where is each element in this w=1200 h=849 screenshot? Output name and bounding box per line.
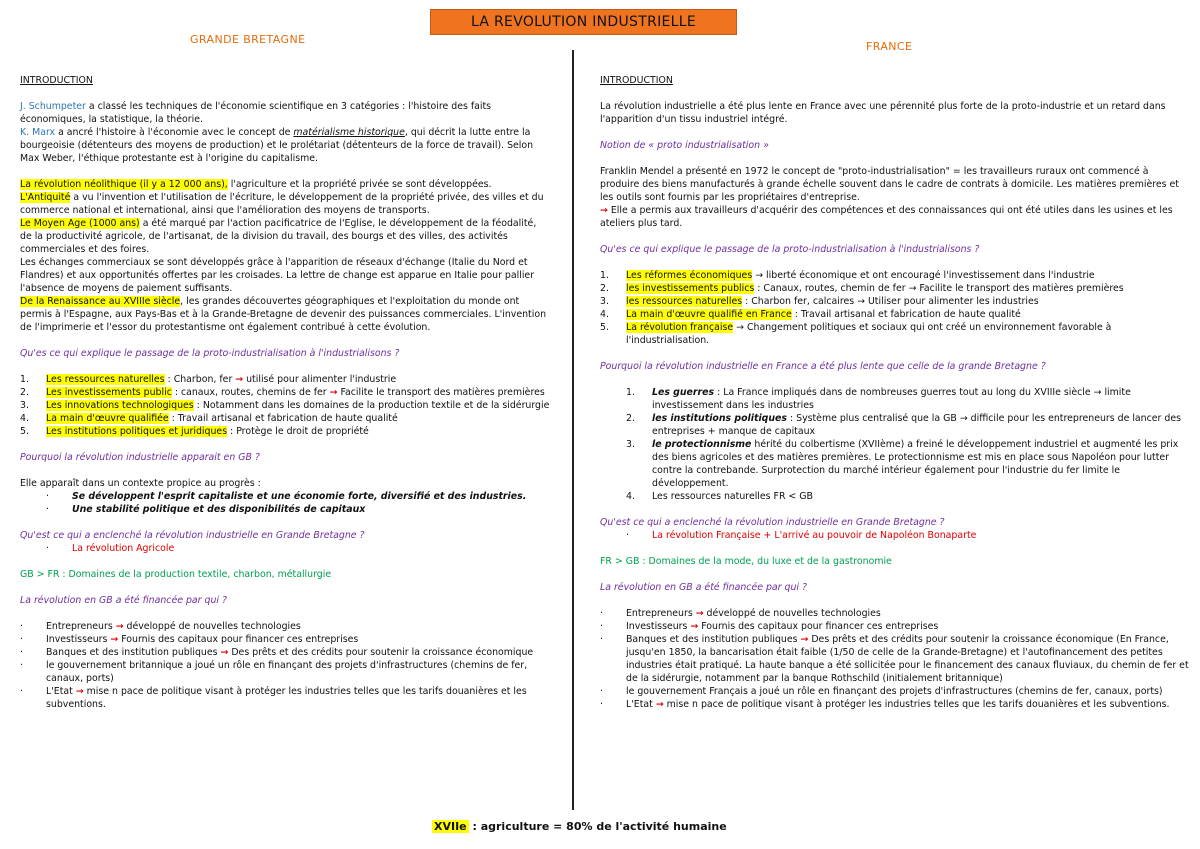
left-echanges: Les échanges commerciaux se sont développés grâce à l'apparition de réseaux d'échange (Italie du Nord et Flandres) et aux opportunités offertes par les croisades. La lettre de change est apparue en Italie pour pallier l'absence de moyens de paiement suffisants. bbox=[20, 257, 535, 294]
right-mendel: Franklin Mendel a présenté en 1972 le concept de "proto-industrialisation" = les travailleurs ruraux ont commencé à produire des biens manufacturés à grande échelle souvent dans le cadre de contrats à domicile. Les matières premières et les outils sont fournis par les propriétaires d'entreprise. bbox=[600, 166, 1179, 203]
list-item: 4. Les ressources naturelles FR < GB bbox=[626, 491, 813, 502]
right-enclenche-list bbox=[600, 529, 1190, 542]
right-intro-title: INTRODUCTION bbox=[600, 75, 673, 86]
footer-note: XVIIe : agriculture = 80% de l'activité humaine bbox=[434, 820, 727, 833]
left-antiquite: L'Antiquité a vu l'invention et l'utilisation de l'écriture, le développement de la propriété privée, des villes et du commerce national et international, ainsi que l'amélioration des moyens de transports. bbox=[20, 192, 544, 216]
list-item: · Banques et des institution publiques → Des prêts et des crédits pour soutenir la croissance économique (En France, jusqu'en 1850, la bancarisation était faible (1/50 de celle de la Grande-Bretagne) et l'autofinancement des petites industries était pratiqué. La haute banque a été sollicitée pour le financement des canaux fluviaux, du chemin de fer et de la sidérurgie, notamment par la banque Rothschild (initialement britannique) bbox=[600, 634, 1189, 684]
left-moyen-age: Le Moyen Age (1000 ans) a été marqué par l'action pacificatrice de l'Eglise, le développement de la féodalité, de la productivité agricole, de l'artisanat, de la division du travail, des bourgs et des villes, des activités commerciales et des foires. bbox=[20, 218, 537, 255]
list-item: 5. La révolution française → Changement politiques et sociaux qui ont créé un environnement favorable à l'industrialisation. bbox=[600, 322, 1112, 346]
column-divider bbox=[572, 50, 574, 810]
list-item: · Une stabilité politique et des disponibilités de capitaux bbox=[46, 504, 366, 515]
list-item: · Investisseurs → Fournis des capitaux pour financer ces entreprises bbox=[20, 634, 359, 645]
left-enclenche-list bbox=[20, 542, 550, 555]
left-question-financement: La révolution en GB a été financée par qui ? bbox=[20, 595, 227, 606]
list-item: 2. les institutions politiques : Système plus centralisé que la GB → difficile pour les entrepreneurs de lancer des entreprises + manque de capitaux bbox=[626, 413, 1181, 437]
list-item: · La révolution Française + L'arrivé au pouvoir de Napoléon Bonaparte bbox=[626, 530, 977, 541]
list-item: · le gouvernement Français a joué un rôle en finançant des projets d'infrastructures (chemins de fer, canaux, ports) bbox=[600, 686, 1163, 697]
list-item: · L'Etat → mise n pace de politique visant à protéger les industries telles que les tarifs douanières et les subventions. bbox=[20, 686, 527, 710]
left-question-pourquoi-gb: Pourquoi la révolution industrielle apparait en GB ? bbox=[20, 452, 260, 463]
left-finance-list bbox=[20, 620, 550, 711]
left-marx-paragraph: K. Marx a ancré l'histoire à l'économie avec le concept de matérialisme historique, qui décrit la lutte entre la bourgeoisie (détenteurs des moyens de production) et le prolétariat (détenteurs de la force de travail). Selon Max Weber, l'éthique protestante est à l'origine du capitalisme. bbox=[20, 127, 534, 164]
right-domaines: FR > GB : Domaines de la mode, du luxe et de la gastronomie bbox=[600, 556, 892, 567]
list-item: · Entrepreneurs → développé de nouvelles technologies bbox=[600, 608, 881, 619]
right-notion: Notion de « proto industrialisation » bbox=[600, 140, 769, 151]
right-question-passage: Qu'es ce qui explique le passage de la proto-industrialisation à l'industrialisons ? bbox=[600, 244, 980, 255]
list-item: 5. Les institutions politiques et juridiques : Protège le droit de propriété bbox=[20, 426, 369, 437]
list-item: 4. La main d'œuvre qualifié en France : Travail artisanal et fabrication de haute qualité bbox=[600, 309, 1021, 320]
left-list-passage bbox=[20, 373, 550, 438]
left-context-list bbox=[20, 490, 550, 516]
list-item: · Entrepreneurs → développé de nouvelles technologies bbox=[20, 621, 301, 632]
right-question-lente: Pourquoi la révolution industrielle en France a été plus lente que celle de la grande Bretagne ? bbox=[600, 361, 1046, 372]
list-item: 1. Les réformes économiques → liberté économique et ont encouragé l'investissement dans l'industrie bbox=[600, 270, 1095, 281]
list-item: · La révolution Agricole bbox=[46, 543, 175, 554]
right-list-lente bbox=[600, 386, 1190, 503]
left-domaines: GB > FR : Domaines de la production textile, charbon, métallurgie bbox=[20, 569, 332, 580]
list-item: · le gouvernement britannique a joué un rôle en finançant des projets d'infrastructures (chemins de fer, canaux, ports) bbox=[20, 660, 528, 684]
list-item: · Banques et des institution publiques → Des prêts et des crédits pour soutenir la croissance économique bbox=[20, 647, 534, 658]
list-item: · Se développent l'esprit capitaliste et une économie forte, diversifié et des industries. bbox=[46, 491, 527, 502]
list-item: 4. La main d'œuvre qualifiée : Travail artisanal et fabrication de haute qualité bbox=[20, 413, 398, 424]
left-schumpeter-paragraph: J. Schumpeter a classé les techniques de l'économie scientifique en 3 catégories : l'histoire des faits économiques, la statistique, la théorie. bbox=[20, 101, 492, 125]
right-question-financement: La révolution en GB a été financée par qui ? bbox=[600, 582, 807, 593]
left-contexte: Elle apparaît dans un contexte propice au progrès : bbox=[20, 478, 261, 489]
list-item: 3. Les innovations technologiques : Notamment dans les domaines de la production textile et de la sidérurgie bbox=[20, 400, 550, 411]
list-item: 1. Les guerres : La France impliqués dans de nombreuses guerres tout au long du XVIIIe siècle → limite investissement dans les industries bbox=[626, 387, 1131, 411]
right-intro-text: La révolution industrielle a été plus lente en France avec une pérennité plus forte de la proto-industrie et un retard dans l'apparition d'un tissu industriel intégré. bbox=[600, 101, 1166, 125]
list-item: 1. Les ressources naturelles : Charbon, fer → utilisé pour alimenter l'industrie bbox=[20, 374, 397, 385]
left-neolithique: La révolution néolithique (il y a 12 000 ans), l'agriculture et la propriété privée se sont développées. bbox=[20, 179, 492, 190]
list-item: 2. les investissements publics : Canaux, routes, chemin de fer → Facilite le transport des matières premières bbox=[600, 283, 1124, 294]
right-finance-list bbox=[600, 607, 1190, 711]
list-item: 2. Les investissements public : canaux, routes, chemins de fer → Facilite le transport des matières premières bbox=[20, 387, 545, 398]
page-title: LA REVOLUTION INDUSTRIELLE bbox=[430, 9, 737, 35]
right-list-passage bbox=[600, 269, 1190, 347]
heading-grande-bretagne: GRANDE BRETAGNE bbox=[190, 33, 306, 46]
right-mendel-2: → Elle a permis aux travailleurs d'acquérir des compétences et des connaissances qui ont été utiles dans les usines et les ateliers plus tard. bbox=[600, 205, 1173, 229]
left-column bbox=[20, 74, 550, 711]
list-item: · L'Etat → mise n pace de politique visant à protéger les industries telles que les tarifs douanières et les subventions. bbox=[600, 699, 1170, 710]
heading-france: FRANCE bbox=[866, 40, 913, 53]
list-item: 3. le protectionnisme hérité du colbertisme (XVIIème) a freiné le développement industriel et augmenté les prix des biens agricoles et des matières premières. Le protectionnisme est mis en place sous Napoléon pour lutter contre la contrebande. Surprotection du marché intérieur également pour l'industrie du fer limite le développement. bbox=[626, 439, 1179, 489]
right-question-enclenche: Qu'est ce qui a enclenché la révolution industrielle en Grande Bretagne ? bbox=[600, 517, 945, 528]
list-item: 3. les ressources naturelles : Charbon fer, calcaires → Utiliser pour alimenter les industries bbox=[600, 296, 1039, 307]
right-column bbox=[600, 74, 1190, 711]
left-question-passage: Qu'es ce qui explique le passage de la proto-industrialisation à l'industrialisons ? bbox=[20, 348, 400, 359]
left-question-enclenche: Qu'est ce qui a enclenché la révolution industrielle en Grande Bretagne ? bbox=[20, 530, 365, 541]
left-intro-title: INTRODUCTION bbox=[20, 75, 93, 86]
list-item: · Investisseurs → Fournis des capitaux pour financer ces entreprises bbox=[600, 621, 939, 632]
left-renaissance: De la Renaissance au XVIIIe siècle, les grandes découvertes géographiques et l'exploitation du monde ont permis à l'Espagne, aux Pays-Bas et à la Grande-Bretagne de devenir des puissances commerciales. L'invention de l'imprimerie et l'essor du protestantisme ont également contribué à cette évolution. bbox=[20, 296, 547, 333]
